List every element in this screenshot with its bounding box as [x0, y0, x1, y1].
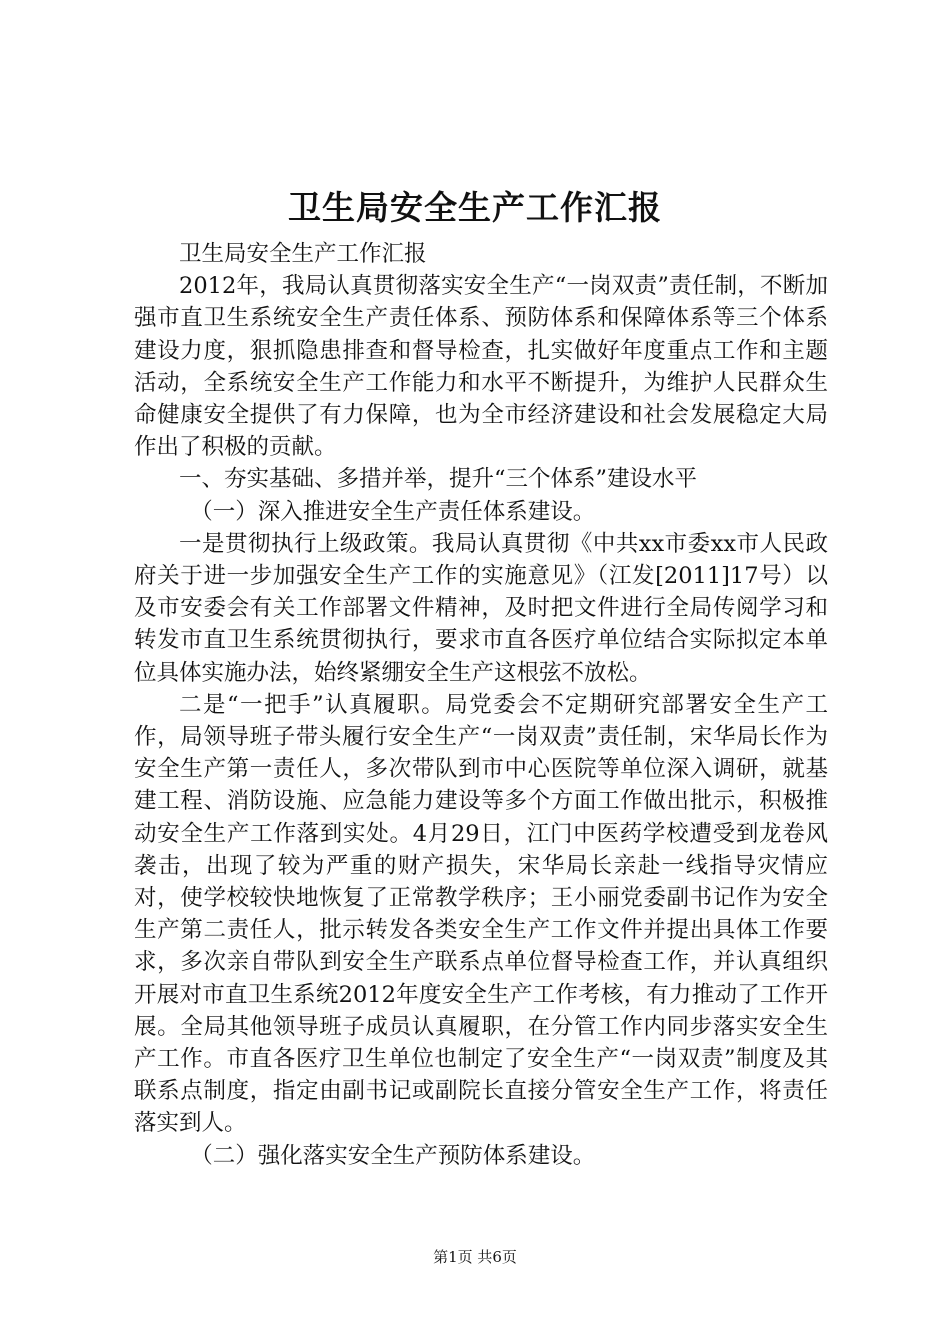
page-number-footer: 第1页 共6页	[433, 1248, 517, 1266]
document-title: 卫生局安全生产工作汇报	[288, 188, 662, 227]
paragraph-leadership: 二是“一把手”认真履职。局党委会不定期研究部署安全生产工作，局领导班子带头履行安全生产“一岗双责”责任制，宋华局长作为安全生产第一责任人，多次带队到市中心医院等单位深入调研，就基建工程、消防设施、应急能力建设等多个方面工作做出批示，积极推动安全生产工作落到实处。4月29日，江门中医药学校遭受到龙卷风袭击，出现了较为严重的财产损失，宋华局长亲赴一线指导灾情应对，使学校较快地恢复了正常教学秩序；王小丽党委副书记作为安全生产第二责任人，批示转发各类安全生产工作文件并提出具体工作要求，多次亲自带队到安全生产联系点单位督导检查工作，并认真组织开展对市直卫生系统2012年度安全生产工作考核，有力推动了工作开展。全局其他领导班子成员认真履职，在分管工作内同步落实安全生产工作。市直各医疗卫生单位也制定了安全生产“一岗双责”制度及其联系点制度，指定由副书记或副院长直接分管安全生产工作，将责任落实到人。	[134, 691, 828, 1137]
paragraph-policy: 一是贯彻执行上级政策。我局认真贯彻《中共xx市委xx市人民政府关于进一步加强安全生产工作的实施意见》（江发[2011]17号）以及市安委会有关工作部署文件精神，及时把文件进行全局传阅学习和转发市直卫生系统贯彻执行，要求市直各医疗单位结合实际拟定本单位具体实施办法，始终紧绷安全生产这根弦不放松。	[134, 530, 828, 686]
paragraph-intro: 2012年，我局认真贯彻落实安全生产“一岗双责”责任制，不断加强市直卫生系统安全生产责任体系、预防体系和保障体系等三个体系建设力度，狠抓隐患排查和督导检查，扎实做好年度重点工作和主题活动，全系统安全生产工作能力和水平不断提升，为维护人民群众生命健康安全提供了有力保障，也为全市经济建设和社会发展稳定大局作出了积极的贡献。	[134, 273, 828, 461]
section-heading-1: 一、夯实基础、多措并举，提升“三个体系”建设水平	[179, 466, 698, 493]
document-body	[134, 238, 828, 1172]
subsection-heading-1: （一）深入推进安全生产责任体系建设。	[190, 498, 596, 525]
subsection-heading-2: （二）强化落实安全生产预防体系建设。	[190, 1142, 596, 1169]
paragraph-subtitle: 卫生局安全生产工作汇报	[179, 241, 427, 267]
